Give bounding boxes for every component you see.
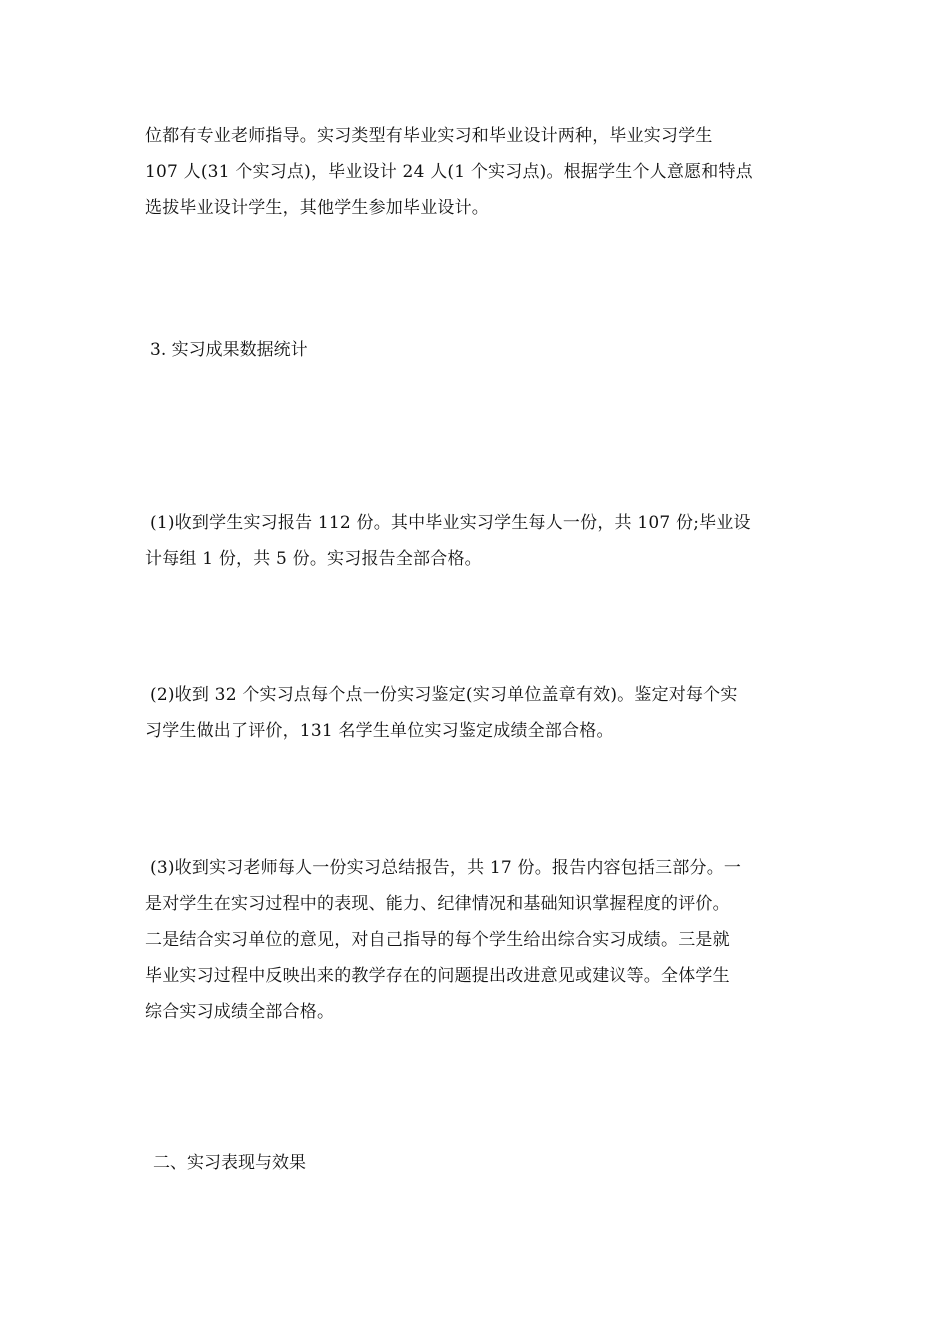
intro-paragraph xyxy=(145,118,810,226)
item-2-line-1: (2)收到 32 个实习点每个点一份实习鉴定(实习单位盖章有效)。鉴定对每个实 xyxy=(150,685,738,705)
item-1-line-1: (1)收到学生实习报告 112 份。其中毕业实习学生每人一份，共 107 份;毕业设 xyxy=(150,513,751,533)
section-3-heading: 3. 实习成果数据统计 xyxy=(150,340,308,360)
intro-line-2: 107 人(31 个实习点)，毕业设计 24 人(1 个实习点)。根据学生个人意愿和特点 xyxy=(145,162,753,182)
item-3-line-4: 毕业实习过程中反映出来的教学存在的问题提出改进意见或建议等。全体学生 xyxy=(145,966,730,986)
item-3-paragraph xyxy=(145,850,815,1030)
item-3-line-2: 是对学生在实习过程中的表现、能力、纪律情况和基础知识掌握程度的评价。 xyxy=(145,894,730,914)
intro-line-3: 选拔毕业设计学生，其他学生参加毕业设计。 xyxy=(145,198,489,218)
item-3-line-5: 综合实习成绩全部合格。 xyxy=(145,1002,335,1022)
section-2-heading: 二、实习表现与效果 xyxy=(153,1153,306,1173)
item-3-line-1: (3)收到实习老师每人一份实习总结报告，共 17 份。报告内容包括三部分。一 xyxy=(150,858,742,878)
item-3-line-3: 二是结合实习单位的意见，对自己指导的每个学生给出综合实习成绩。三是就 xyxy=(145,930,730,950)
item-1-paragraph xyxy=(145,505,815,577)
intro-line-1: 位都有专业老师指导。实习类型有毕业实习和毕业设计两种，毕业实习学生 xyxy=(145,126,713,146)
item-1-line-2: 计每组 1 份，共 5 份。实习报告全部合格。 xyxy=(145,549,482,569)
item-2-line-2: 习学生做出了评价，131 名学生单位实习鉴定成绩全部合格。 xyxy=(145,721,614,741)
item-2-paragraph xyxy=(145,677,815,749)
